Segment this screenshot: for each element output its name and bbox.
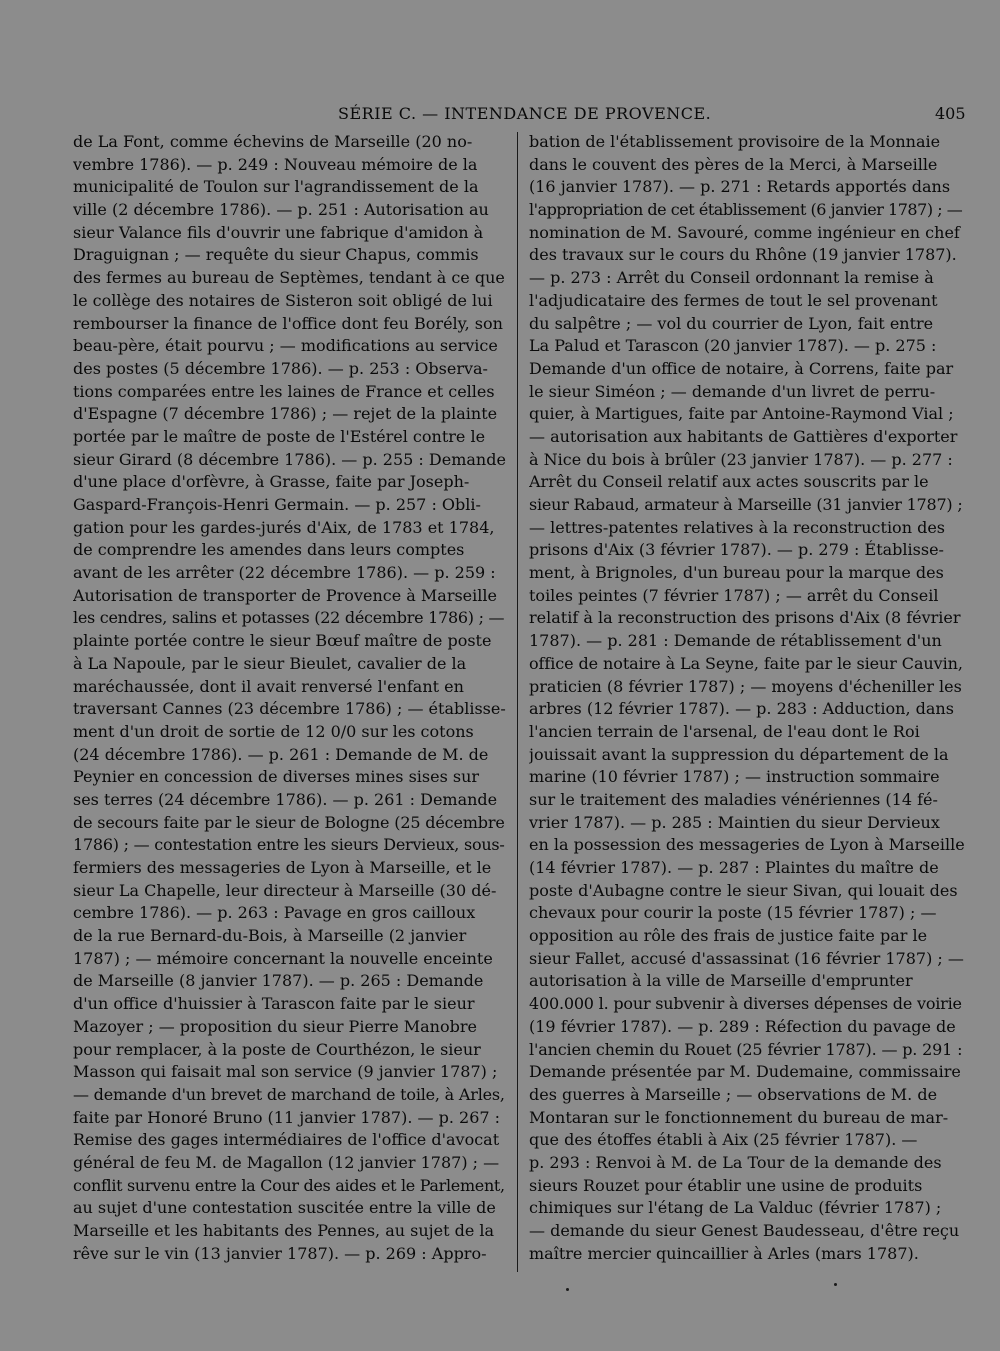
text-line: praticien (8 février 1787) ; — moyens d'écheniller les — [529, 676, 962, 696]
text-line: Draguignan ; — requête du sieur Chapus, commis — [73, 245, 479, 265]
text-line: l'ancien terrain de l'arsenal, de l'eau dont le Roi — [529, 721, 920, 741]
text-line: des fermes au bureau de Septèmes, tendant à ce que — [73, 268, 505, 288]
text-line: plainte portée contre le sieur Bœuf maître de poste — [73, 631, 492, 651]
text-line: — demande d'un brevet de marchand de toile, à Arles, — [73, 1084, 505, 1104]
text-line: d'Espagne (7 décembre 1786) ; — rejet de la plainte — [73, 404, 498, 424]
text-line: — p. 273 : Arrêt du Conseil ordonnant la remise à — [529, 268, 934, 288]
text-line: chimiques sur l'étang de La Valduc (février 1787) ; — [529, 1198, 942, 1218]
text-line: Autorisation de transporter de Provence à Marseille — [73, 585, 497, 605]
text-line: sieur La Chapelle, leur directeur à Marseille (30 dé- — [73, 880, 497, 900]
text-line: (24 décembre 1786). — p. 261 : Demande de M. de — [73, 744, 489, 764]
text-line: au sujet d'une contestation suscitée entre la ville de — [73, 1198, 496, 1218]
text-line: beau-père, était pourvu ; — modifications au service — [73, 336, 498, 356]
text-line: de Marseille (8 janvier 1787). — p. 265 : Demande — [73, 971, 484, 991]
text-line: général de feu M. de Magallon (12 janvier 1787) ; — — [73, 1152, 500, 1172]
text-line: cembre 1786). — p. 263 : Pavage en gros cailloux — [73, 903, 476, 923]
text-line: des guerres à Marseille ; — observations de M. de — [529, 1084, 938, 1104]
text-line: rêve sur le vin (13 janvier 1787). — p. 269 : Appro- — [73, 1243, 487, 1263]
text-line: de La Font, comme échevins de Marseille (20 no- — [73, 132, 473, 151]
text-line: conflit survenu entre la Cour des aides et le Parlement, — [73, 1175, 505, 1195]
text-line: Arrêt du Conseil relatif aux actes souscrits par le — [529, 472, 929, 492]
text-line: à Nice du bois à brûler (23 janvier 1787). — p. 277 : — [529, 449, 953, 469]
text-line: les cendres, salins et potasses (22 décembre 1786) ; — — [73, 608, 505, 628]
text-line: 1786) ; — contestation entre les sieurs Dervieux, sous- — [73, 835, 505, 855]
text-line: de comprendre les amendes dans leurs comptes — [73, 540, 465, 560]
text-line: du salpêtre ; — vol du courrier de Lyon, fait entre — [529, 313, 934, 333]
text-line: jouissait avant la suppression du département de la — [529, 744, 949, 764]
text-line: rembourser la finance de l'office dont feu Borély, son — [73, 313, 503, 333]
text-line: chevaux pour courir la poste (15 février 1787) ; — — [529, 903, 937, 923]
text-line: que des étoffes établi à Aix (25 février 1787). — — [529, 1130, 918, 1150]
text-line: relatif à la reconstruction des prisons d'Aix (8 février — [529, 608, 961, 628]
text-line: arbres (12 février 1787). — p. 283 : Adduction, dans — [529, 699, 954, 719]
text-line: 1787) ; — mémoire concernant la nouvelle enceinte — [73, 948, 493, 968]
text-line: gation pour les gardes-jurés d'Aix, de 1783 et 1784, — [73, 517, 495, 537]
text-line: à La Napoule, par le sieur Bieulet, cavalier de la — [73, 653, 467, 673]
page-number: 405 — [935, 104, 966, 123]
column-divider — [517, 132, 518, 1272]
text-line: Gaspard-François-Henri Germain. — p. 257 : Obli- — [73, 495, 481, 514]
text-line: maître mercier quincaillier à Arles (mars 1787). — [529, 1243, 919, 1263]
text-line: Demande présentée par M. Dudemaine, commissaire — [529, 1062, 961, 1082]
text-line: fermiers des messageries de Lyon à Marseille, et le — [73, 858, 492, 877]
text-line: quier, à Martigues, faite par Antoine-Raymond Vial ; — [529, 404, 954, 424]
left-column — [73, 131, 507, 1265]
text-line: sieur Girard (8 décembre 1786). — p. 255 : Demande — [73, 449, 506, 469]
text-line: marine (10 février 1787) ; — instruction sommaire — [529, 767, 940, 787]
text-line: 1787). — p. 281 : Demande de rétablissement d'un — [529, 631, 942, 651]
text-line: l'ancien chemin du Rouet (25 février 1787). — p. 291 : — [529, 1039, 963, 1059]
text-line: bation de l'établissement provisoire de la Monnaie — [529, 132, 941, 151]
text-line: toiles peintes (7 février 1787) ; — arrêt du Conseil — [529, 585, 939, 605]
text-line: ment, à Brignoles, d'un bureau pour la marque des — [529, 563, 944, 583]
text-line: de la rue Bernard-du-Bois, à Marseille (2 janvier — [73, 926, 467, 946]
text-line: p. 293 : Renvoi à M. de La Tour de la demande des — [529, 1152, 942, 1172]
text-line: le collège des notaires de Sisteron soit obligé de lui — [73, 290, 493, 310]
text-line: Montaran sur le fonctionnement du bureau de mar- — [529, 1107, 949, 1127]
text-line: Mazoyer ; — proposition du sieur Pierre Manobre — [73, 1016, 477, 1036]
text-line: (16 janvier 1787). — p. 271 : Retards apportés dans — [529, 177, 951, 197]
text-line: (19 février 1787). — p. 289 : Réfection du pavage de — [529, 1016, 956, 1036]
text-line: maréchaussée, dont il avait renversé l'enfant en — [73, 676, 464, 696]
text-line: sieur Fallet, accusé d'assassinat (16 février 1787) ; — — [529, 948, 964, 968]
text-line: — demande du sieur Genest Baudesseau, d'être reçu — [529, 1221, 960, 1240]
text-line: sieur Rabaud, armateur à Marseille (31 janvier 1787) ; — [529, 495, 963, 514]
text-line: sieurs Rouzet pour établir une usine de produits — [529, 1175, 923, 1195]
text-line: des travaux sur le cours du Rhône (19 janvier 1787). — [529, 245, 957, 265]
text-line: en la possession des messageries de Lyon à Marseille — [529, 835, 965, 855]
text-line: (14 février 1787). — p. 287 : Plaintes du maître de — [529, 858, 939, 877]
text-line: — lettres-patentes relatives à la reconstruction des — [529, 517, 945, 537]
text-line: l'adjudicataire des fermes de tout le sel provenant — [529, 290, 938, 310]
text-line: opposition au rôle des frais de justice faite par le — [529, 926, 928, 946]
text-line: poste d'Aubagne contre le sieur Sivan, qui louait des — [529, 880, 958, 900]
text-line: ville (2 décembre 1786). — p. 251 : Autorisation au — [73, 200, 489, 220]
text-line: Peynier en concession de diverses mines sises sur — [73, 767, 480, 787]
print-speck — [834, 1283, 837, 1286]
text-line: La Palud et Tarascon (20 janvier 1787). — p. 275 : — [529, 336, 937, 356]
text-line: Demande d'un office de notaire, à Correns, faite par — [529, 358, 954, 378]
text-line: de secours faite par le sieur de Bologne (25 décembre — [73, 812, 505, 832]
text-line: l'appropriation de cet établissement (6 janvier 1787) ; — — [529, 200, 963, 220]
page-header — [0, 104, 1000, 128]
text-line: ment d'un droit de sortie de 12 0/0 sur les cotons — [73, 721, 474, 741]
right-column — [529, 131, 965, 1265]
running-title: SÉRIE C. — INTENDANCE DE PROVENCE. — [338, 104, 712, 123]
text-line: sur le traitement des maladies vénériennes (14 fé- — [529, 789, 938, 809]
text-line: faite par Honoré Bruno (11 janvier 1787). — p. 267 : — [73, 1107, 501, 1127]
text-line: d'une place d'orfèvre, à Grasse, faite par Joseph- — [73, 472, 470, 492]
text-line: sieur Valance fils d'ouvrir une fabrique d'amidon à — [73, 222, 484, 242]
text-line: autorisation à la ville de Marseille d'emprunter — [529, 971, 913, 991]
text-line: tions comparées entre les laines de France et celles — [73, 381, 495, 401]
text-line: portée par le maître de poste de l'Estérel contre le — [73, 426, 486, 446]
text-line: Remise des gages intermédiaires de l'office d'avocat — [73, 1130, 500, 1150]
text-line: traversant Cannes (23 décembre 1786) ; — établisse- — [73, 699, 506, 719]
text-line: pour remplacer, à la poste de Courthézon, le sieur — [73, 1039, 481, 1059]
text-line: d'un office d'huissier à Tarascon faite par le sieur — [73, 994, 475, 1014]
text-line: municipalité de Toulon sur l'agrandissement de la — [73, 177, 479, 197]
text-line: prisons d'Aix (3 février 1787). — p. 279 : Établisse- — [529, 540, 944, 560]
text-line: dans le couvent des pères de la Merci, à Marseille — [529, 154, 938, 174]
text-line: avant de les arrêter (22 décembre 1786). — p. 259 : — [73, 563, 496, 583]
text-line: vembre 1786). — p. 249 : Nouveau mémoire de la — [73, 154, 478, 174]
text-line: le sieur Siméon ; — demande d'un livret de perru- — [529, 381, 936, 401]
text-line: Marseille et les habitants des Pennes, au sujet de la — [73, 1221, 495, 1240]
text-line: office de notaire à La Seyne, faite par le sieur Cauvin, — [529, 653, 963, 673]
text-line: Masson qui faisait mal son service (9 janvier 1787) ; — [73, 1062, 498, 1082]
text-line: — autorisation aux habitants de Gattières d'exporter — [529, 426, 958, 446]
text-line: des postes (5 décembre 1786). — p. 253 : Observa- — [73, 358, 488, 378]
print-speck — [566, 1288, 569, 1291]
text-line: 400.000 l. pour subvenir à diverses dépenses de voirie — [529, 994, 962, 1014]
text-line: ses terres (24 décembre 1786). — p. 261 : Demande — [73, 789, 498, 809]
text-line: nomination de M. Savouré, comme ingénieur en chef — [529, 222, 960, 242]
text-line: vrier 1787). — p. 285 : Maintien du sieur Dervieux — [529, 812, 940, 832]
